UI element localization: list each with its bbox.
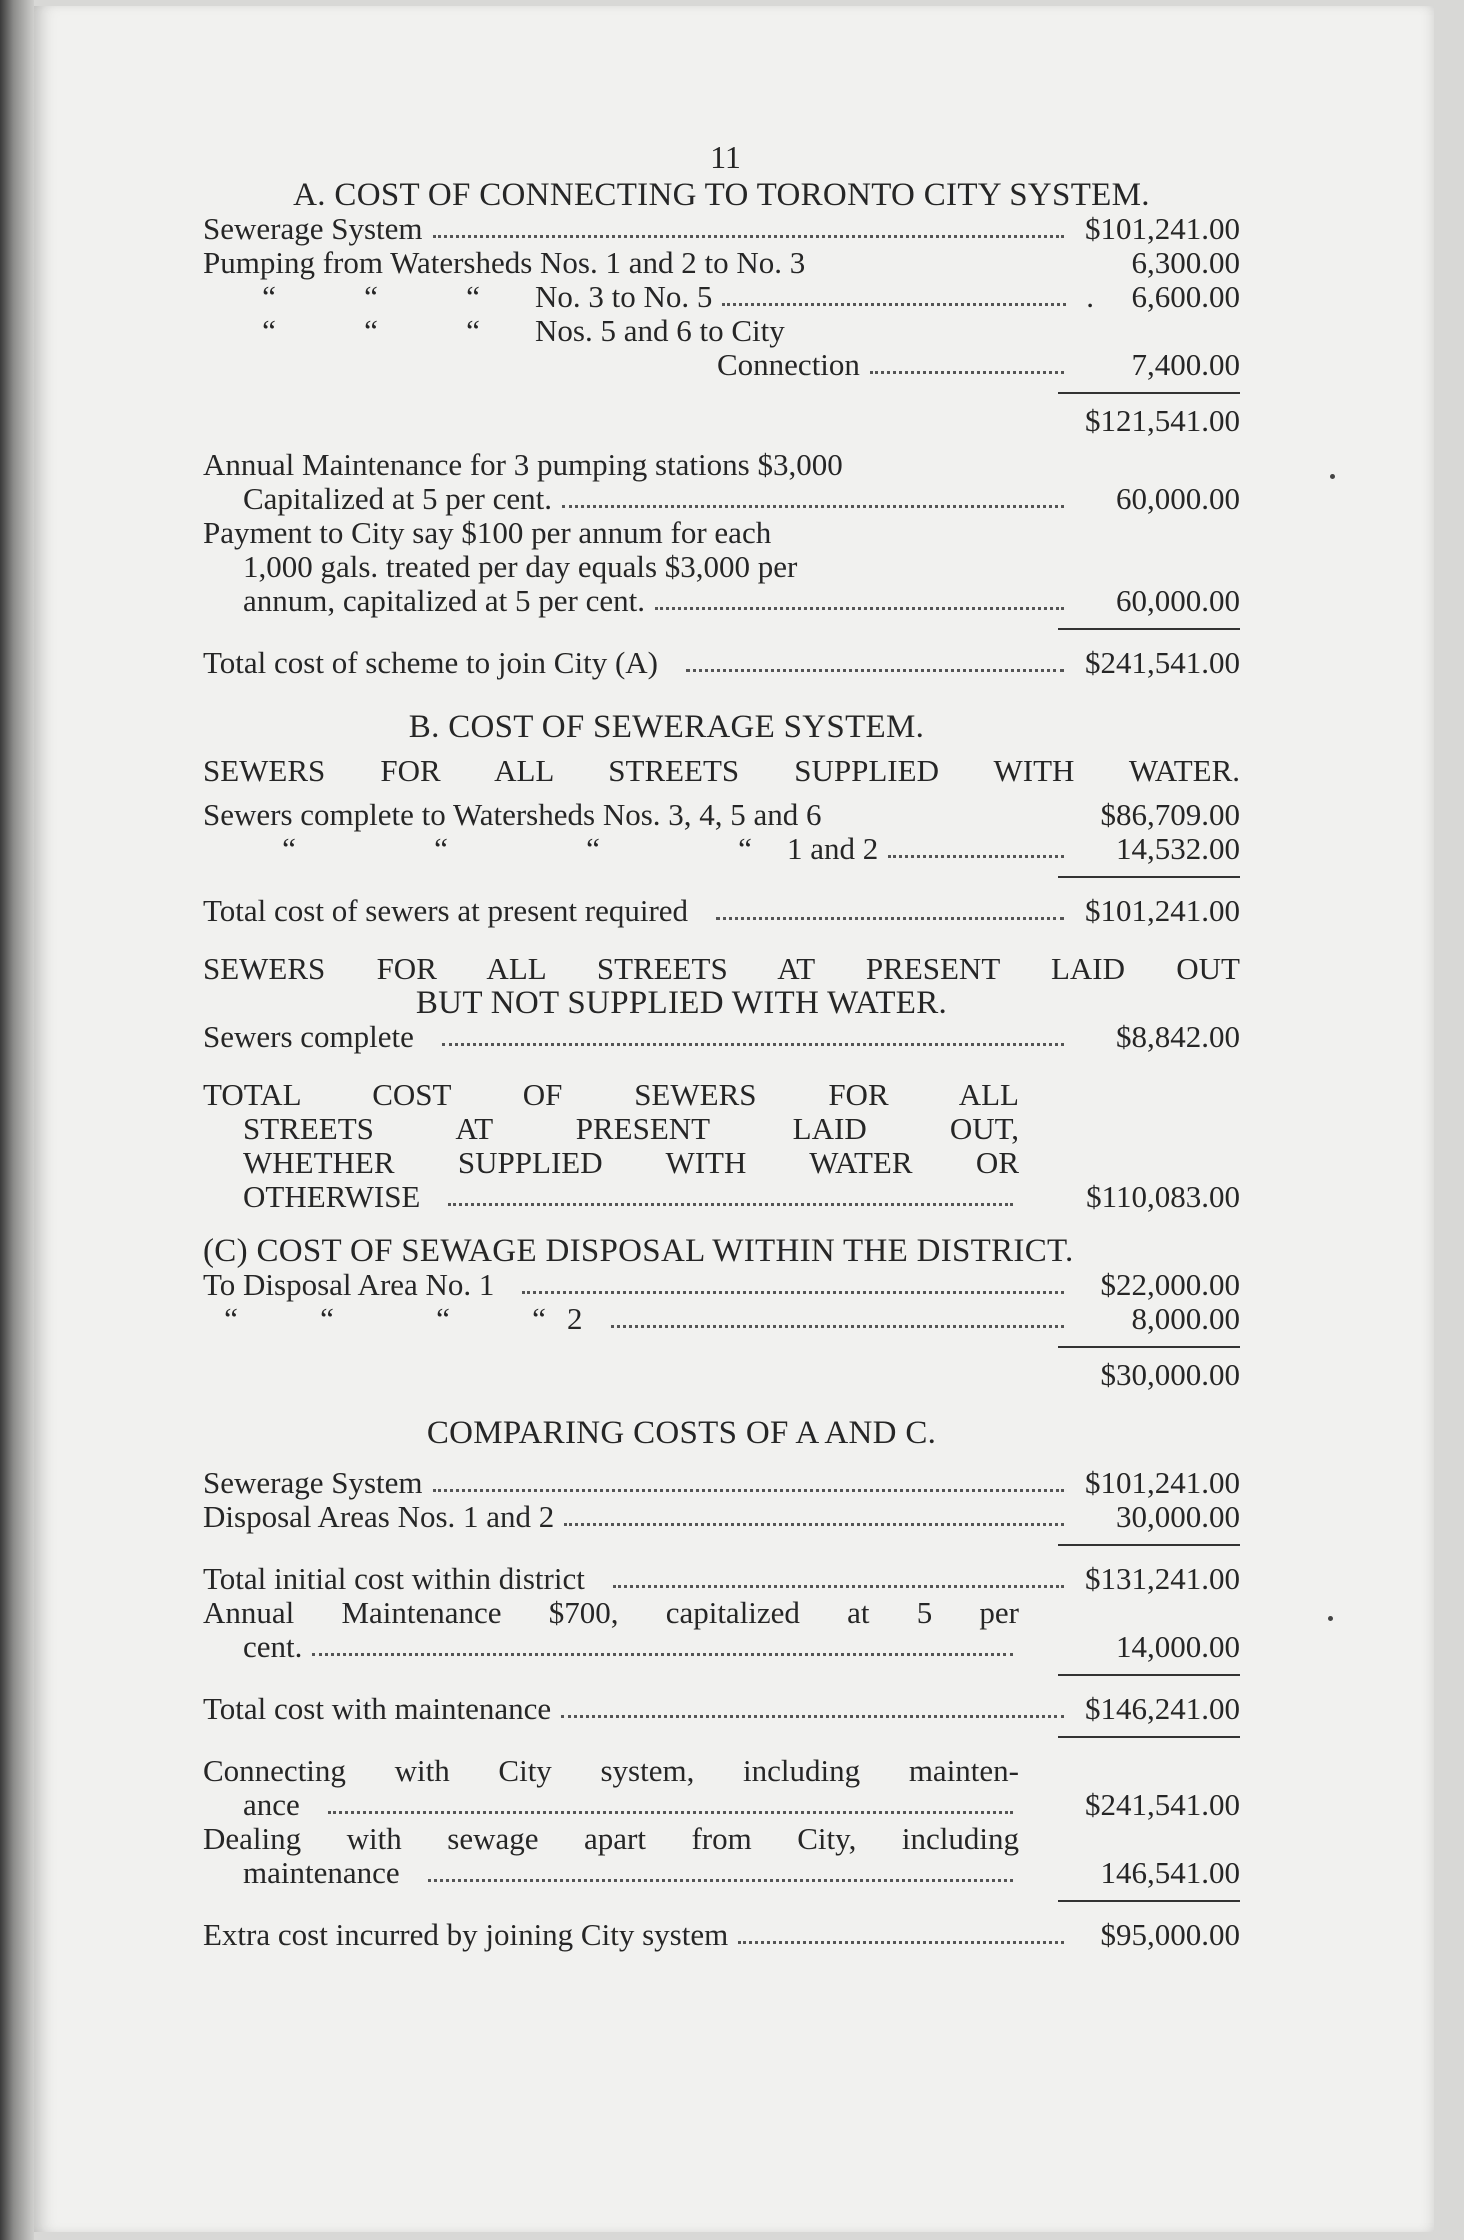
item-amount: 60,000.00: [1116, 583, 1240, 618]
total-row: [203, 1918, 1240, 1952]
line-item: [203, 314, 1240, 348]
item-amount: 14,532.00: [1116, 831, 1240, 866]
paper-speck: [1328, 1616, 1333, 1621]
item-amount: 14,000.00: [1116, 1629, 1240, 1664]
item-amount: 7,400.00: [1131, 347, 1240, 382]
total-row: [203, 1692, 1240, 1726]
item-amount: 60,000.00: [1116, 481, 1240, 516]
section-b-subheading-2-cont: BUT NOT SUPPLIED WITH WATER.: [415, 985, 948, 1021]
item-label: Annual Maintenance for 3 pumping stations $3,000: [203, 447, 843, 482]
total-amount: $146,241.00: [1085, 1691, 1240, 1726]
item-label: 2: [567, 1301, 583, 1336]
line-item: [203, 1268, 1240, 1302]
total-label: Total cost of scheme to join City (A): [203, 645, 658, 680]
section-c-heading: (C) COST OF SEWAGE DISPOSAL WITHIN THE DISTRICT.: [203, 1233, 1074, 1269]
dot-leader: [522, 1290, 1064, 1294]
total-label: Total cost of sewers at present required: [203, 893, 689, 928]
item-amount: 6,600.00: [1131, 279, 1240, 314]
section-b-subheading-2: SEWERS FOR ALL STREETS AT PRESENT LAID OUT: [203, 951, 1240, 986]
total-row: [203, 646, 1240, 680]
item-amount: $8,842.00: [1116, 1019, 1240, 1054]
total-row: [203, 894, 1240, 928]
dot-leader: [433, 234, 1064, 238]
dot-leader: [655, 606, 1064, 610]
line-item: [203, 1020, 1240, 1054]
item-label: annum, capitalized at 5 per cent.: [243, 583, 645, 618]
line-item: [203, 1562, 1240, 1596]
item-label: To Disposal Area No. 1: [203, 1267, 495, 1302]
subtotal-row: [203, 1358, 1240, 1392]
total-all-line: WHETHER SUPPLIED WITH WATER OR: [243, 1145, 1019, 1180]
total-amount: $101,241.00: [1085, 893, 1240, 928]
total-all-amount: $110,083.00: [1086, 1179, 1240, 1214]
item-amount: $86,709.00: [1100, 797, 1240, 832]
item-label: No. 3 to No. 5: [535, 279, 713, 314]
total-all-block: [203, 1078, 1240, 1214]
ditto-marks: “ “ “: [262, 313, 480, 348]
line-item: [203, 798, 1240, 832]
total-amount: $241,541.00: [1085, 645, 1240, 680]
item-label: Sewerage System: [203, 211, 423, 246]
item-label: maintenance: [243, 1855, 400, 1890]
item-amount: $131,241.00: [1085, 1561, 1240, 1596]
line-item: [203, 832, 1240, 866]
line-item-continued: [203, 584, 1240, 618]
item-label: Dealing with sewage apart from City, including: [203, 1821, 1019, 1856]
stray-mark: .: [1086, 279, 1094, 314]
dot-leader: [888, 854, 1064, 858]
item-label: cent.: [243, 1629, 303, 1664]
subtotal-amount: $121,541.00: [1085, 403, 1240, 438]
section-b-subheading: SEWERS FOR ALL STREETS SUPPLIED WITH WATER.: [203, 753, 1240, 788]
line-item-continued: [203, 348, 1240, 382]
comparing-heading: COMPARING COSTS OF A AND C.: [426, 1415, 937, 1451]
dot-leader: [328, 1810, 1013, 1814]
line-item: [203, 448, 1240, 482]
item-label: ance: [243, 1787, 300, 1822]
line-item: [203, 280, 1240, 314]
line-item: [203, 516, 1240, 550]
line-item: [203, 246, 1240, 280]
item-label: Nos. 5 and 6 to City: [535, 313, 785, 348]
item-label: 1 and 2: [787, 831, 879, 866]
section-b-heading: B. COST OF SEWERAGE SYSTEM.: [408, 709, 925, 745]
total-amount: $95,000.00: [1100, 1917, 1240, 1952]
page-number: 11: [710, 139, 741, 175]
item-label: Total initial cost within district: [203, 1561, 585, 1596]
subtotal-row: [203, 404, 1240, 438]
item-amount: 146,541.00: [1100, 1855, 1240, 1890]
item-label: Capitalized at 5 per cent.: [243, 481, 553, 516]
item-amount: $101,241.00: [1085, 211, 1240, 246]
line-item-continued: [203, 482, 1240, 516]
line-item: [203, 1822, 1240, 1890]
total-all-line: OTHERWISE: [203, 1180, 1019, 1214]
book-binding-edge: [0, 0, 34, 2240]
line-item: [203, 1500, 1240, 1534]
dot-leader: [870, 370, 1064, 374]
dot-leader: [716, 916, 1064, 920]
item-amount: 8,000.00: [1131, 1301, 1240, 1336]
paper-speck: [1330, 474, 1335, 479]
item-amount: $241,541.00: [1085, 1787, 1240, 1822]
dot-leader: [722, 302, 1066, 306]
dot-leader: [428, 1878, 1013, 1882]
line-item: [203, 1754, 1240, 1822]
line-item: [203, 1302, 1240, 1336]
subtotal-amount: $30,000.00: [1100, 1357, 1240, 1392]
line-item: [203, 1466, 1240, 1500]
item-label: Connecting with City system, including mainten-: [203, 1753, 1019, 1788]
total-label: Extra cost incurred by joining City system: [203, 1917, 729, 1952]
item-label: Disposal Areas Nos. 1 and 2: [203, 1499, 555, 1534]
item-label: Sewers complete to Watersheds Nos. 3, 4, 5 and 6: [203, 797, 822, 832]
total-all-line: STREETS AT PRESENT LAID OUT,: [243, 1111, 1019, 1146]
dot-leader: [448, 1202, 1013, 1206]
total-all-line: TOTAL COST OF SEWERS FOR ALL: [203, 1077, 1019, 1112]
item-label: 1,000 gals. treated per day equals $3,000 per: [243, 549, 798, 584]
dot-leader: [561, 1714, 1064, 1718]
item-amount: 30,000.00: [1116, 1499, 1240, 1534]
page-content: [203, 140, 1240, 1952]
item-amount: $22,000.00: [1100, 1267, 1240, 1302]
dot-leader: [611, 1324, 1065, 1328]
dot-leader: [613, 1584, 1064, 1588]
ditto-marks: “ “ “: [262, 279, 480, 314]
line-item-continued: [203, 550, 1240, 584]
item-label: Sewerage System: [203, 1465, 423, 1500]
item-label: Pumping from Watersheds Nos. 1 and 2 to No. 3: [203, 245, 806, 280]
item-label: Annual Maintenance $700, capitalized at 5 per: [203, 1595, 1019, 1630]
dot-leader: [312, 1652, 1013, 1656]
section-a-heading: A. COST OF CONNECTING TO TORONTO CITY SYSTEM.: [293, 177, 1150, 213]
dot-leader: [564, 1522, 1064, 1526]
dot-leader: [686, 668, 1064, 672]
line-item: [203, 1596, 1240, 1664]
item-label: Payment to City say $100 per annum for each: [203, 515, 772, 550]
total-label: Total cost with maintenance: [203, 1691, 552, 1726]
item-label: Sewers complete: [203, 1019, 414, 1054]
item-amount: $101,241.00: [1085, 1465, 1240, 1500]
ditto-marks: “ “ “ “: [282, 831, 752, 866]
dot-leader: [562, 504, 1064, 508]
item-label: Connection: [717, 347, 860, 382]
dot-leader: [442, 1042, 1064, 1046]
line-item: [203, 212, 1240, 246]
item-amount: 6,300.00: [1131, 245, 1240, 280]
dot-leader: [738, 1940, 1064, 1944]
dot-leader: [433, 1488, 1064, 1492]
ditto-marks: “ “ “ “: [224, 1301, 546, 1336]
